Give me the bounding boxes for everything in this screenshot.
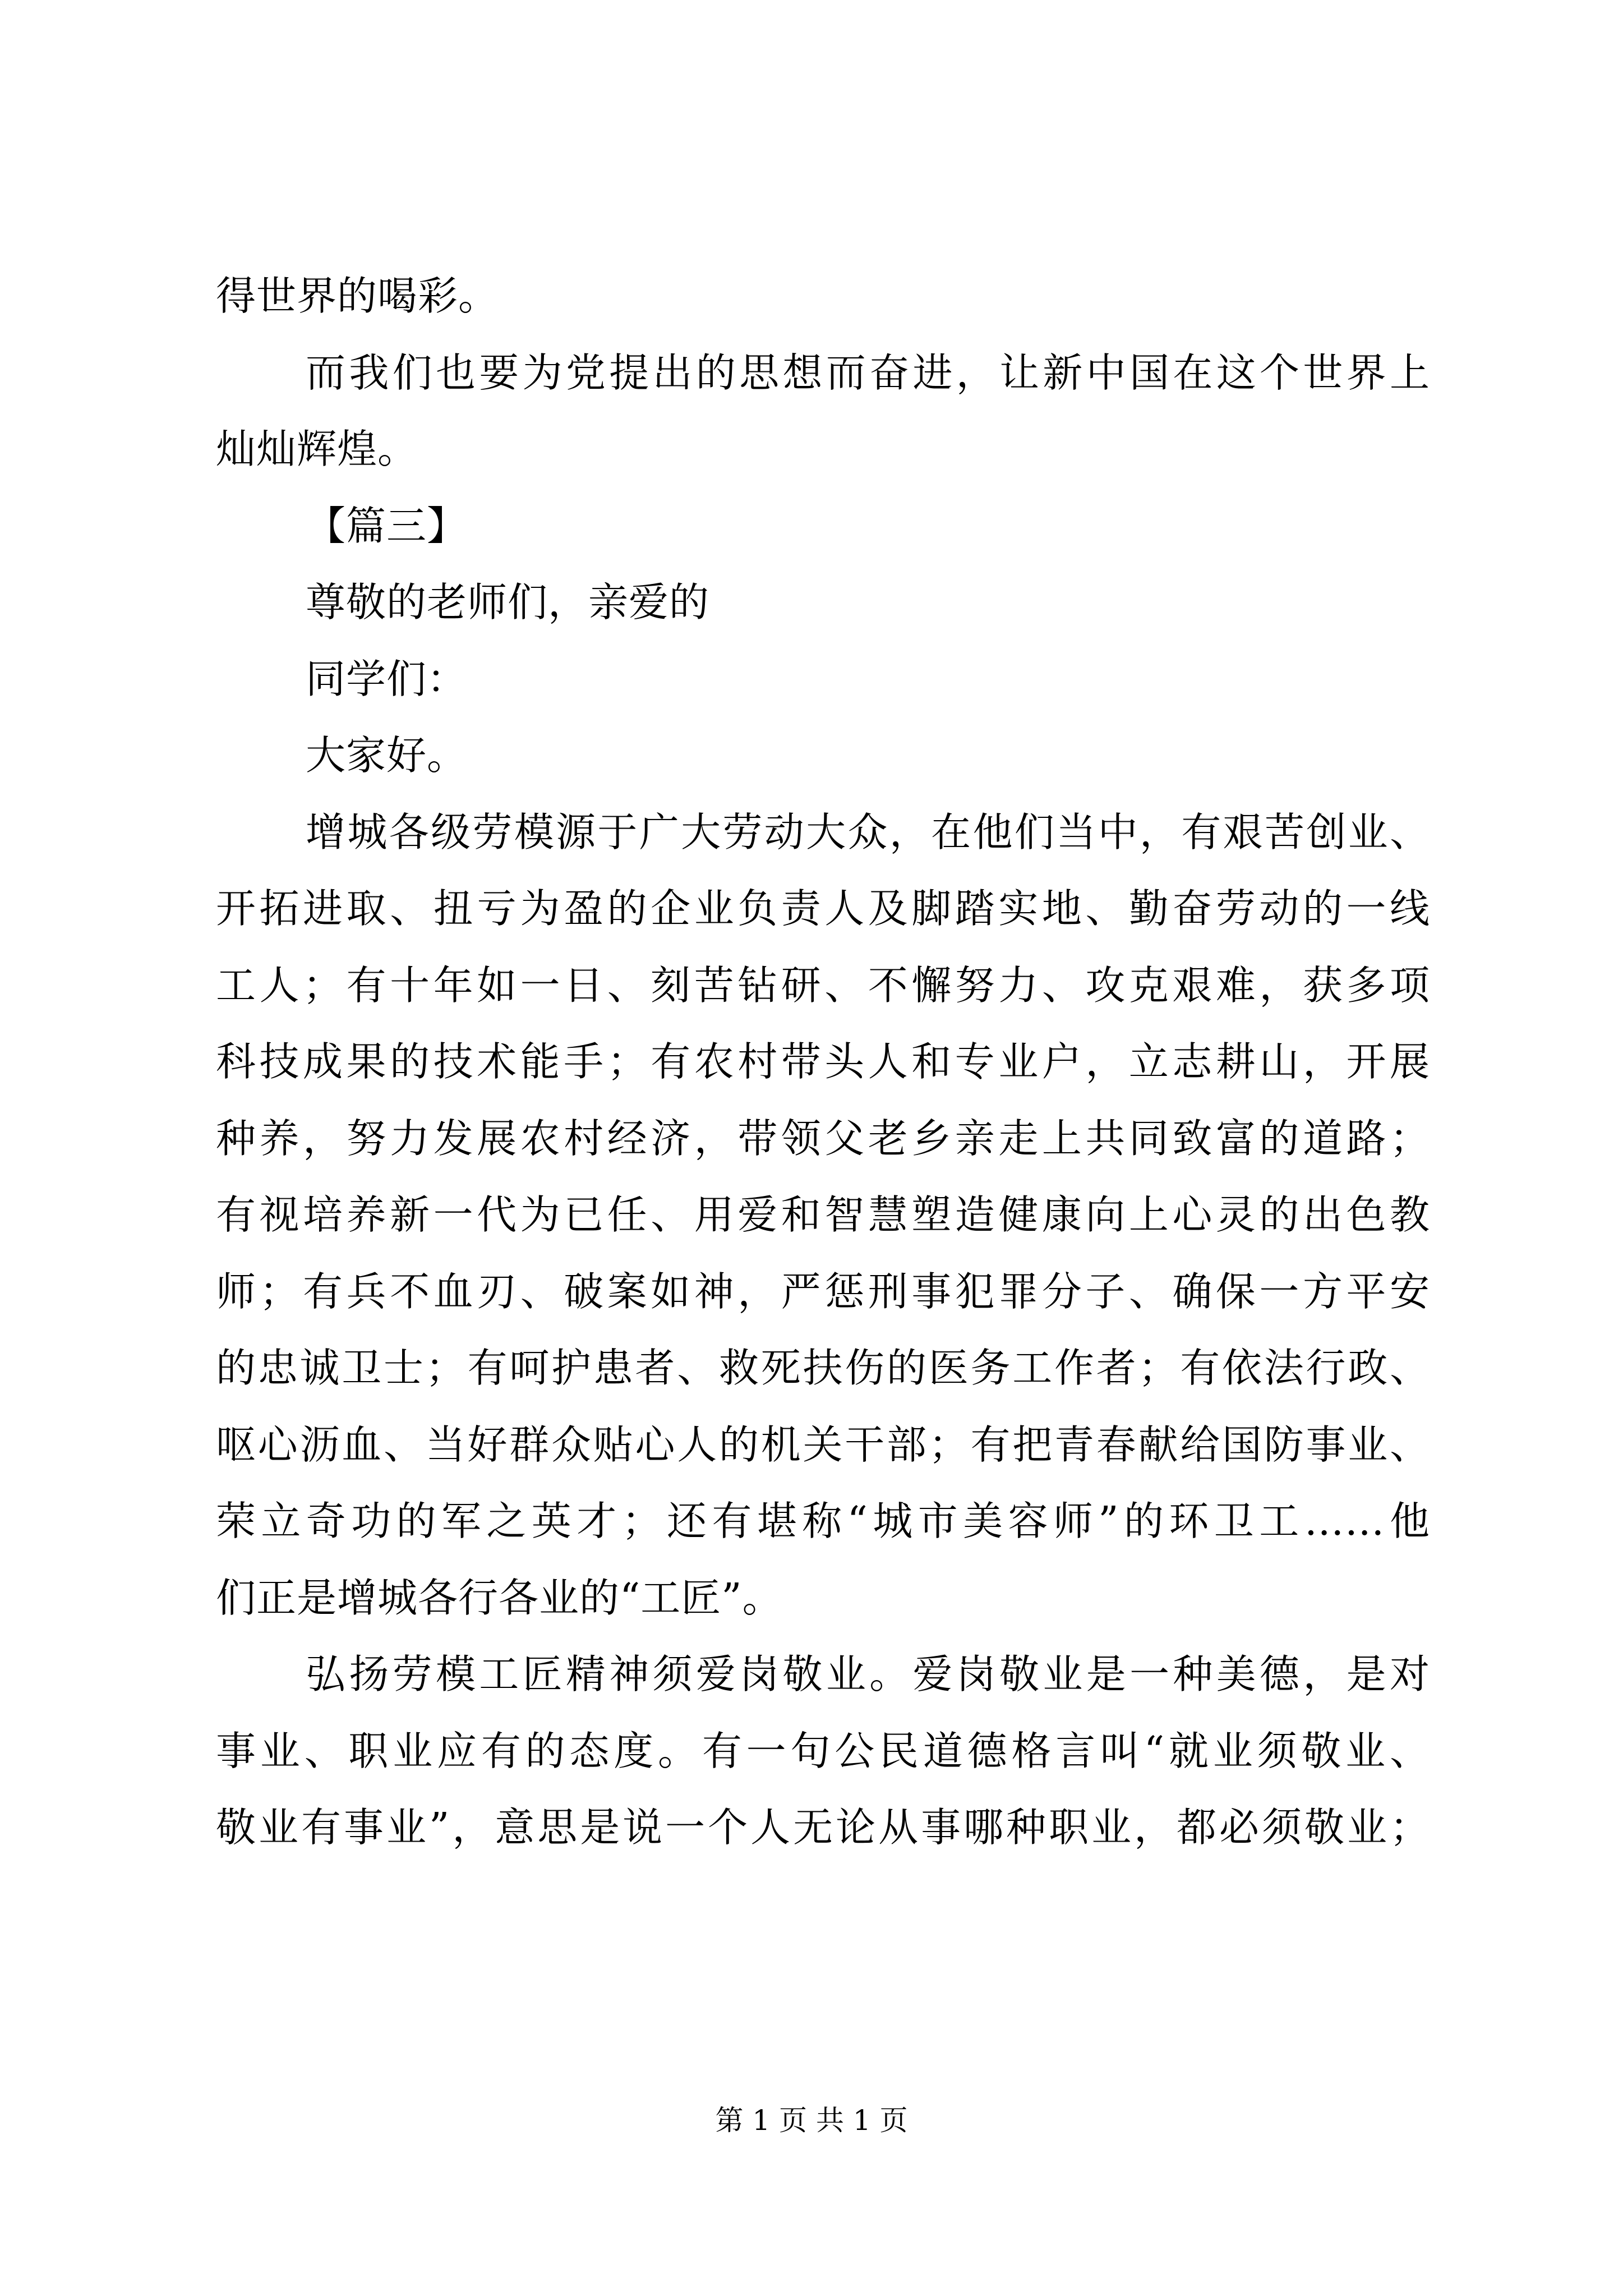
salutation-line: 同学们： [306,655,468,702]
text-line: 荣立奇功的军之英才；还有堪称“城市美容师”的环卫工……他 [216,1498,1430,1544]
greeting-line: 大家好。 [306,732,468,779]
document-body [216,258,1430,1866]
text-line: 敬业有事业”，意思是说一个人无论从事哪种职业，都必须敬业； [216,1804,1430,1851]
text-line: 得世界的喝彩。 [216,273,499,319]
text-line: 而我们也要为党提出的思想而奋进，让新中国在这个世界上 [306,349,1430,396]
text-line: 们正是增城各行各业的“工匠”。 [216,1574,783,1621]
text-line: 弘扬劳模工匠精神须爱岗敬业。爱岗敬业是一种美德，是对 [306,1651,1430,1697]
salutation-line: 尊敬的老师们，亲爱的 [306,579,710,625]
text-line: 事业、职业应有的态度。有一句公民道德格言叫“就业须敬业、 [216,1727,1430,1774]
text-line: 科技成果的技术能手；有农村带头人和专业户，立志耕山，开展 [216,1038,1430,1085]
text-line: 师；有兵不血刃、破案如神，严惩刑事犯罪分子、确保一方平安 [216,1268,1430,1315]
page-footer [0,2101,1623,2140]
text-line: 增城各级劳模源于广大劳动大众，在他们当中，有艰苦创业、 [306,808,1430,855]
text-line: 的忠诚卫士；有呵护患者、救死扶伤的医务工作者；有依法行政、 [216,1345,1430,1391]
text-line: 有视培养新一代为已任、用爱和智慧塑造健康向上心灵的出色教 [216,1191,1430,1238]
text-line: 种养，努力发展农村经济，带领父老乡亲走上共同致富的道路； [216,1115,1430,1162]
section-heading: 【篇三】 [306,502,468,549]
text-line: 工人；有十年如一日、刻苦钻研、不懈努力、攻克艰难，获多项 [216,961,1430,1009]
text-line: 灿灿辉煌。 [216,426,418,472]
text-line: 开拓进取、扭亏为盈的企业负责人及脚踏实地、勤奋劳动的一线 [216,885,1430,932]
page-number-label: 第 1 页 共 1 页 [715,2104,908,2137]
text-line: 呕心沥血、当好群众贴心人的机关干部；有把青春献给国防事业、 [216,1421,1430,1468]
